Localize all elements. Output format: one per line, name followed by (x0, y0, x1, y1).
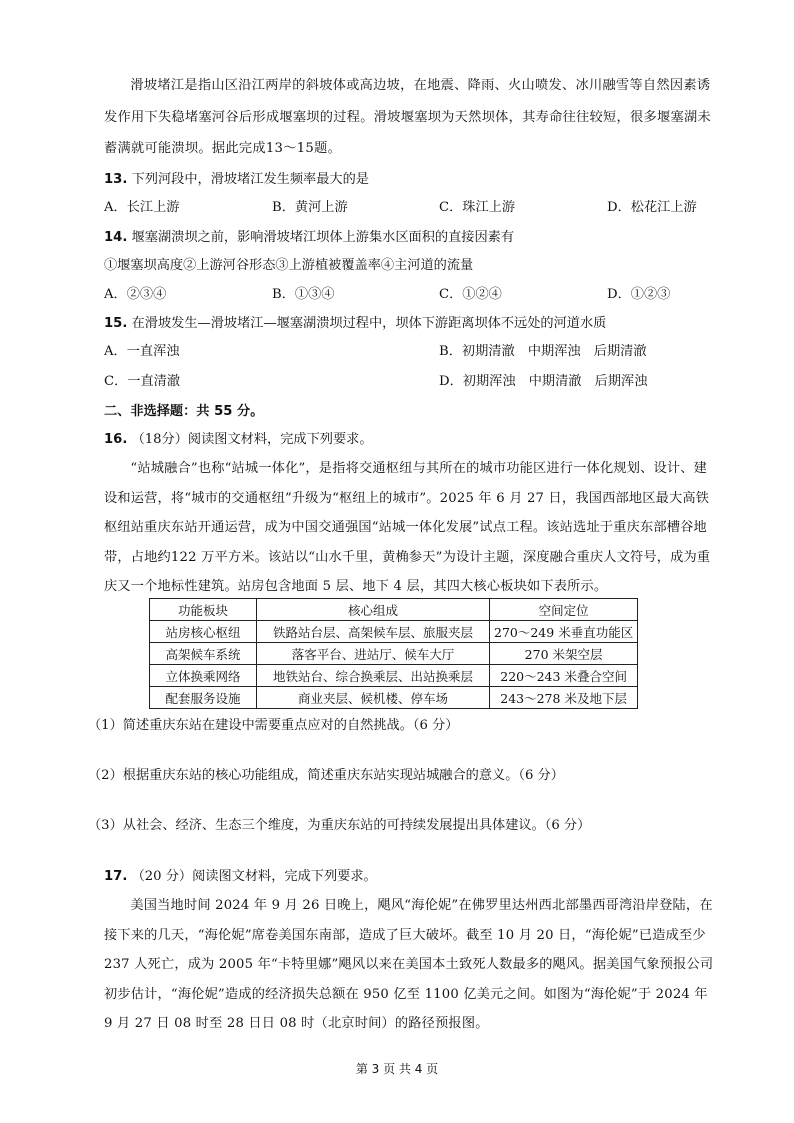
option-d: D．①②③ (607, 287, 671, 302)
question-instruction: （20 分）阅读图文材料，完成下列要求。 (131, 869, 377, 884)
table-cell: 地铁站台、综合换乘层、出站换乘层 (257, 665, 490, 687)
question-number: 15. (104, 316, 128, 331)
subquestion-1: （1）简述重庆东站在建设中需要重点应对的自然挑战。（6 分） (88, 718, 459, 733)
option-c: C．一直清澈 (104, 374, 181, 389)
question-number: 14. (104, 230, 128, 245)
table-row (150, 621, 638, 643)
option-d: D．松花江上游 (607, 200, 697, 215)
question-17-material: 美国当地时间 2024 年 9 月 26 日晚上，飓风“海伦妮”在佛罗里达州西北部墨西哥湾沿岸登陆，在接下来的几天，“海伦妮”席卷美国东南部，造成了巨大破坏。截至 10 月 20 日，“海伦妮”已造成至少 237 人死亡，成为 2005 年“卡特里娜”飓风以来在美国本土致死人数最多的飓风。据美国气象预报公司初步估计，“海伦妮”造成的经济损失总额在 950 亿至 1100 亿美元之间。如图为“海伦妮”于 2024 年 9 月 27 日 08 时至 28 日日 08 时（北京时间）的路径预报图。 (104, 898, 714, 1031)
table-header: 空间定位 (490, 599, 638, 621)
table-row (150, 643, 638, 665)
option-b: B．初期清澈 中期浑浊 后期清澈 (439, 344, 647, 359)
table-cell: 站房核心枢纽 (150, 621, 257, 643)
station-core-table (149, 598, 638, 709)
table-cell: 铁路站台层、高架候车层、旅服夹层 (257, 621, 490, 643)
question-16-heading (104, 430, 373, 450)
question-13 (104, 170, 369, 190)
page-footer: 第 3 页 共 4 页 (355, 1062, 439, 1076)
table-cell: 配套服务设施 (150, 687, 257, 709)
question-instruction: （18分）阅读图文材料，完成下列要求。 (131, 432, 373, 447)
table-cell: 立体换乘网络 (150, 665, 257, 687)
subquestion-2: （2）根据重庆东站的核心功能组成，简述重庆东站实现站城融合的意义。（6 分） (88, 768, 564, 783)
question-14 (104, 228, 514, 248)
question-number: 13. (104, 172, 128, 187)
question-stem: 堰塞湖溃坝之前，影响滑坡堵江坝体上游集水区面积的直接因素有 (131, 230, 515, 245)
section-heading: 二、非选择题：共 55 分。 (104, 404, 264, 419)
table-row (150, 687, 638, 709)
question-14-choices-line: ①堰塞坝高度②上游河谷形态③上游植被覆盖率④主河道的流量 (104, 258, 474, 273)
table-cell: 落客平台、进站厅、候车大厅 (257, 643, 490, 665)
option-a: A．②③④ (104, 287, 167, 302)
question-16-material: “站城融合”也称“站城一体化”，是指将交通枢纽与其所在的城市功能区进行一体化规划、设计、建设和运营，将“城市的交通枢纽”升级为“枢纽上的城市”。2025 年 6 月 27 日，我国西部地区最大高铁枢纽站重庆东站开通运营，成为中国交通强国“站城一体化发展”试点工程。该站选址于重庆东部槽谷地带，占地约122 万平方米。该站以“山水千里，黄桷参天”为设计主题，深度融合重庆人文符号，成为重庆又一个地标性建筑。站房包含地面 5 层、地下 4 层，其四大核心板块如下表所示。 (104, 461, 711, 594)
question-stem: 在滑坡发生—滑坡堵江—堰塞湖溃坝过程中，坝体下游距离坝体不远处的河道水质 (131, 316, 607, 331)
question-number: 16. (104, 432, 128, 447)
subquestion-3: （3）从社会、经济、生态三个维度，为重庆东站的可持续发展提出具体建议。（6 分） (88, 818, 591, 833)
table-cell: 220～243 米叠合空间 (490, 665, 638, 687)
question-15 (104, 314, 606, 334)
option-a: A．一直浑浊 (104, 344, 180, 359)
table-cell: 高架候车系统 (150, 643, 257, 665)
intro-paragraph: 滑坡堵江是指山区沿江两岸的斜坡体或高边坡，在地震、降雨、火山喷发、冰川融雪等自然因素诱发作用下失稳堵塞河谷后形成堰塞坝的过程。滑坡堰塞坝为天然坝体，其寿命往往较短，很多堰塞湖未蓄满就可能溃坝。据此完成13～15题。 (104, 78, 711, 156)
table-row (150, 665, 638, 687)
question-17-heading (104, 867, 377, 887)
table-cell: 243～278 米及地下层 (490, 687, 638, 709)
option-d: D．初期浑浊 中期清澈 后期浑浊 (439, 374, 648, 389)
table-header: 核心组成 (257, 599, 490, 621)
option-a: A．长江上游 (104, 200, 180, 215)
table-cell: 商业夹层、候机楼、停车场 (257, 687, 490, 709)
option-c: C．珠江上游 (439, 200, 516, 215)
question-stem: 下列河段中，滑坡堵江发生频率最大的是 (131, 172, 369, 187)
option-c: C．①②④ (439, 287, 502, 302)
table-cell: 270～249 米垂直功能区 (490, 621, 638, 643)
question-number: 17. (104, 869, 128, 884)
table-header-row (150, 599, 638, 621)
table-cell: 270 米架空层 (490, 643, 638, 665)
table-header: 功能板块 (150, 599, 257, 621)
option-b: B．黄河上游 (272, 200, 348, 215)
option-b: B．①③④ (272, 287, 335, 302)
